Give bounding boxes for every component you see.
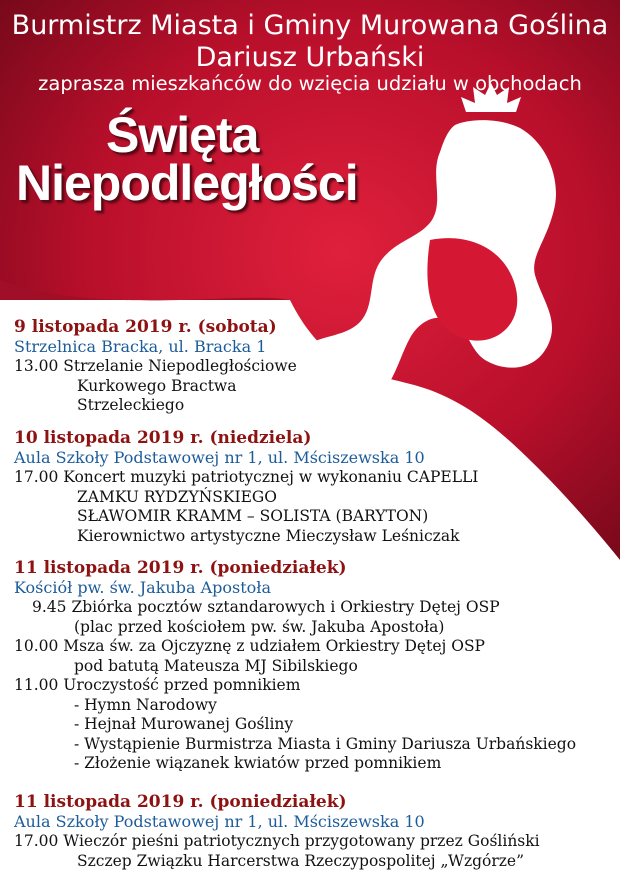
event-line: Szczep Związku Harcerstwa Rzeczypospolitej „Wzgórze” — [77, 851, 525, 870]
event-block — [14, 792, 614, 871]
event-line: 9.45 Zbiórka pocztów sztandarowych i Orkiestry Dętej OSP — [32, 598, 500, 616]
header-mayor-name: Dariusz Urbański — [195, 42, 425, 73]
event-line: 17.00 Wieczór pieśni patriotycznych przygotowany przez Gośliński — [14, 832, 540, 850]
event-line: pod batutą Mateusza MJ Sibilskiego — [74, 656, 358, 675]
event-place: Kościół pw. św. Jakuba Apostoła — [14, 578, 271, 597]
title-line-1: Święta — [106, 107, 259, 163]
event-line: Strzeleckiego — [77, 396, 185, 414]
event-line: 17.00 Koncert muzyki patriotycznej w wykonaniu CAPELLI — [14, 468, 479, 486]
event-line: - Hymn Narodowy — [74, 695, 217, 714]
event-place: Strzelnica Bracka, ul. Bracka 1 — [14, 337, 267, 356]
event-line: 11.00 Uroczystość przed pomnikiem — [14, 676, 301, 694]
event-line: - Hejnał Murowanej Gośliny — [74, 715, 294, 733]
event-date: 11 listopada 2019 r. (poniedziałek) — [14, 558, 347, 578]
event-place: Aula Szkoły Podstawowej nr 1, ul. Mściszewska 10 — [14, 448, 425, 467]
event-line: SŁAWOMIR KRAMM – SOLISTA (BARYTON) — [77, 507, 429, 525]
event-line: Kierownictwo artystyczne Mieczysław Leśniczak — [77, 526, 460, 545]
event-line: 13.00 Strzelanie Niepodległościowe — [14, 357, 297, 375]
header-organizer: Burmistrz Miasta i Gminy Murowana Goślina — [11, 10, 609, 41]
event-line: (plac przed kościołem pw. św. Jakuba Apostoła) — [74, 617, 445, 636]
event-date: 10 listopada 2019 r. (niedziela) — [14, 428, 312, 448]
event-block — [14, 558, 614, 774]
event-line: Kurkowego Bractwa — [77, 376, 237, 395]
event-line: 10.00 Msza św. za Ojczyznę z udziałem Orkiestry Dętej OSP — [14, 637, 485, 655]
event-date: 9 listopada 2019 r. (sobota) — [14, 317, 277, 337]
title-line-2: Niepodległości — [16, 155, 358, 211]
event-line: - Wystąpienie Burmistrza Miasta i Gminy Dariusza Urbańskiego — [74, 734, 577, 753]
event-block — [14, 317, 614, 416]
event-block — [14, 428, 614, 546]
header-invitation: zaprasza mieszkańców do wzięcia udziału w obchodach — [38, 72, 582, 95]
event-date: 11 listopada 2019 r. (poniedziałek) — [14, 792, 347, 812]
event-place: Aula Szkoły Podstawowej nr 1, ul. Mściszewska 10 — [14, 812, 425, 831]
event-line: ZAMKU RYDZYŃSKIEGO — [77, 487, 277, 506]
event-line: - Złożenie wiązanek kwiatów przed pomnikiem — [74, 754, 442, 772]
